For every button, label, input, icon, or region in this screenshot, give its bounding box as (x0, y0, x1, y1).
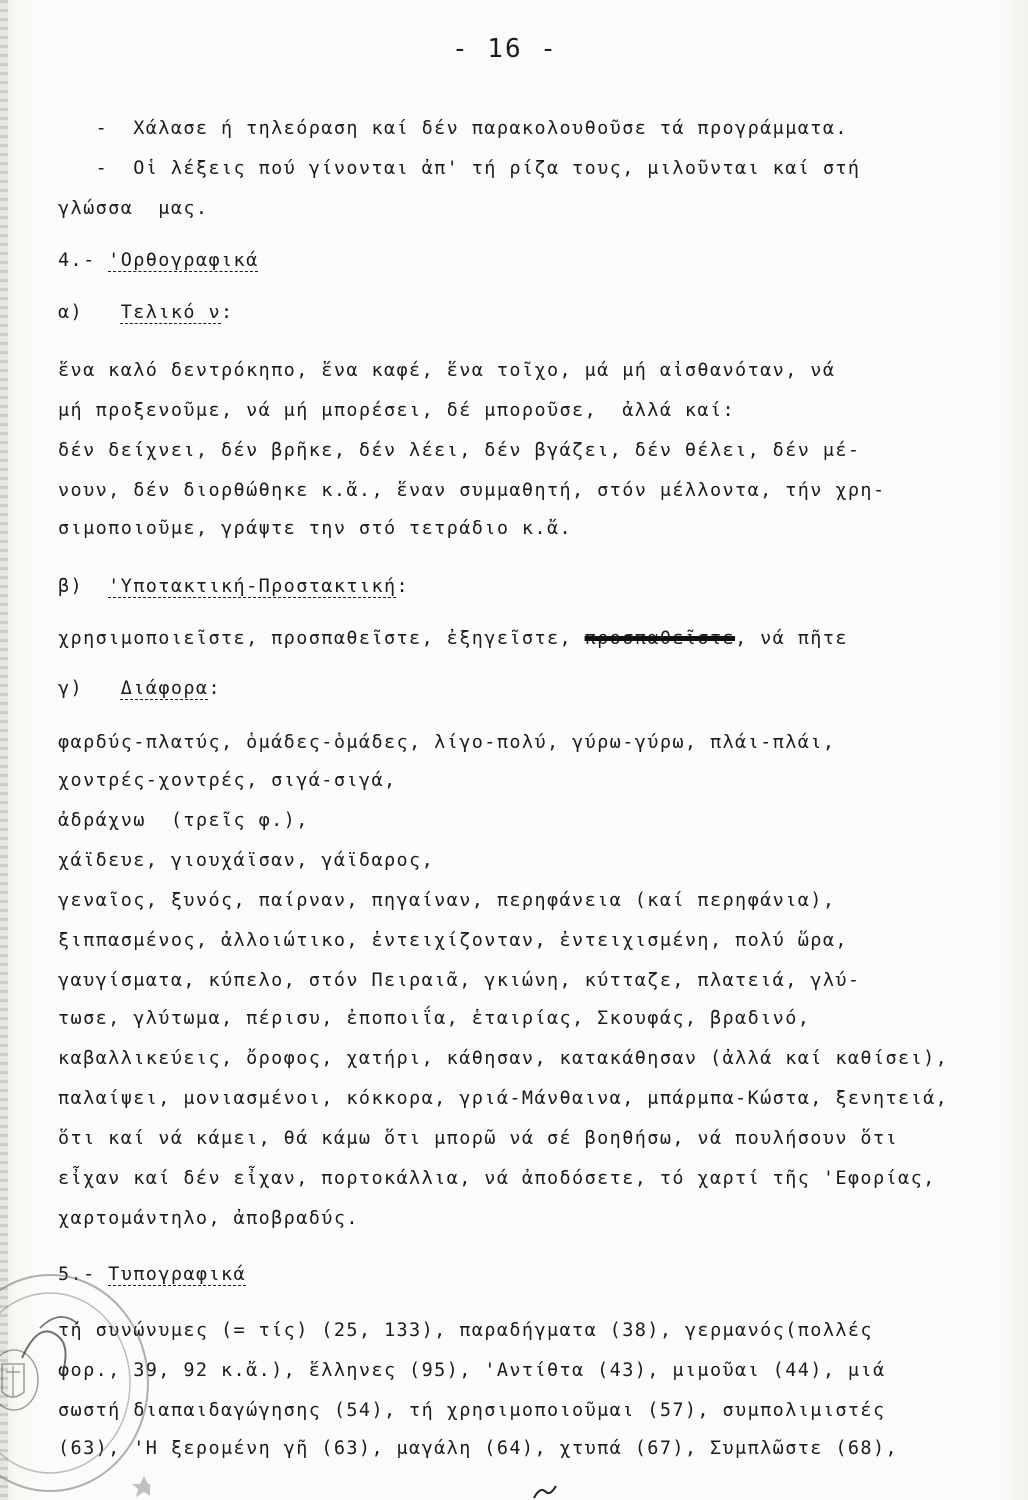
page-number: - 16 - (452, 34, 558, 64)
text-line: χρησιμοποιεῖστε, προσπαθεῖστε, ἐξηγεῖστε, προσπαθεῖστε, νά πῆτε (58, 628, 848, 649)
text-line: εἶχαν καί δέν εἶχαν, πορτοκάλλια, νά ἀποδόσετε, τό χαρτί τῆς 'Εφορίας, (58, 1168, 936, 1189)
text-line: τή συνώνυμες (= τίς) (25, 133), παραδήγματα (38), γερμανός(πολλές (58, 1320, 873, 1341)
text-line: γλώσσα μας. (58, 198, 209, 219)
text-line: ξιππασμένος, ἀλλοιώτικο, ἐντειχίζονταν, ἐντειχισμένη, πολύ ὥρα, (58, 930, 848, 951)
text-line: παλαίψει, μονιασμένοι, κόκκορα, γριά-Μάνθαινα, μπάρμπα-Κώστα, ξενητειά, (58, 1088, 949, 1109)
subsection-heading: γ) Διάφορα: (58, 678, 222, 699)
subsection-heading: α) Τελικό ν: (58, 302, 234, 323)
struck-word: προσπαθεῖστε (584, 628, 736, 649)
handwritten-mark-icon (530, 1484, 560, 1500)
text-line: τωσε, γλύτωμα, πέρισυ, ἐποποιΐα, ἑταιρίας, Σκουφάς, βραδινό, (58, 1008, 811, 1029)
text-line: σιμοποιοῦμε, γράψτε την στό τετράδιο κ.ἄ. (58, 518, 573, 539)
text-line: χαρτομάντηλο, ἀποβραδύς. (58, 1208, 359, 1229)
official-stamp-icon (0, 1268, 150, 1498)
section-heading: 4.- 'Ορθογραφικά (58, 250, 259, 271)
text-line: ὅτι καί νά κάμει, θά κάμω ὅτι μπορῶ νά σέ βοηθήσω, νά πουλήσουν ὅτι (58, 1128, 899, 1149)
text-line: - Οἱ λέξεις πού γίνονται ἀπ' τή ρίζα τους, μιλοῦνται καί στή (58, 158, 861, 179)
subsection-heading: β) 'Υποτακτική-Προστακτική: (58, 576, 410, 597)
text-line: γεναῖος, ξυνός, παίρναν, πηγαίναν, περηφάνεια (καί περηφάνια), (58, 890, 836, 911)
text-line: νουν, δέν διορθώθηκε κ.ἄ., ἕναν συμμαθητή, στόν μέλλοντα, τήν χρη- (58, 480, 886, 501)
text-line: ἀδράχνω (τρεῖς φ.), (58, 810, 309, 831)
text-line: καβαλλικεύεις, ὄροφος, χατήρι, κάθησαν, κατακάθησαν (ἀλλά καί καθίσει), (58, 1048, 949, 1069)
text-line: ἕνα καλό δεντρόκηπο, ἕνα καφέ, ἕνα τοῖχο, μά μή αἰσθανόταν, νά (58, 360, 836, 381)
text-line: φορ., 39, 92 κ.ἄ.), ἕλληνες (95), 'Αντίθτα (43), μιμοῦαι (44), μιά (58, 1360, 886, 1381)
text-line: φαρδύς-πλατύς, ὁμάδες-ὁμάδες, λίγο-πολύ, γύρω-γύρω, πλάι-πλάι, (58, 732, 836, 753)
text-line: σωστή διαπαιδαγώγησης (54), τή χρησιμοποιοῦμαι (57), συμπολιμιστές (58, 1400, 886, 1421)
text-line: χάϊδευε, γιουχάϊσαν, γάϊδαρος, (58, 850, 435, 871)
text-line: χοντρές-χοντρές, σιγά-σιγά, (58, 770, 397, 791)
text-line: μή προξενοῦμε, νά μή μπορέσει, δέ μποροῦσε, ἀλλά καί: (58, 400, 736, 421)
section-heading: 5.- Τυπογραφικά (58, 1264, 247, 1285)
text-line: - Χάλασε ή τηλεόραση καί δέν παρακολουθοῦσε τά προγράμματα. (58, 118, 848, 139)
text-line: γαυγίσματα, κύπελο, στόν Πειραιᾶ, γκιώνη, κύτταζε, πλατειά, γλύ- (58, 970, 861, 991)
text-line: (63), 'Η ξερομένη γῆ (63), μαγάλη (64), χτυπά (67), Συμπλῶστε (68), (58, 1438, 899, 1459)
text-line: δέν δείχνει, δέν βρῆκε, δέν λέει, δέν βγάζει, δέν θέλει, δέν μέ- (58, 440, 861, 461)
